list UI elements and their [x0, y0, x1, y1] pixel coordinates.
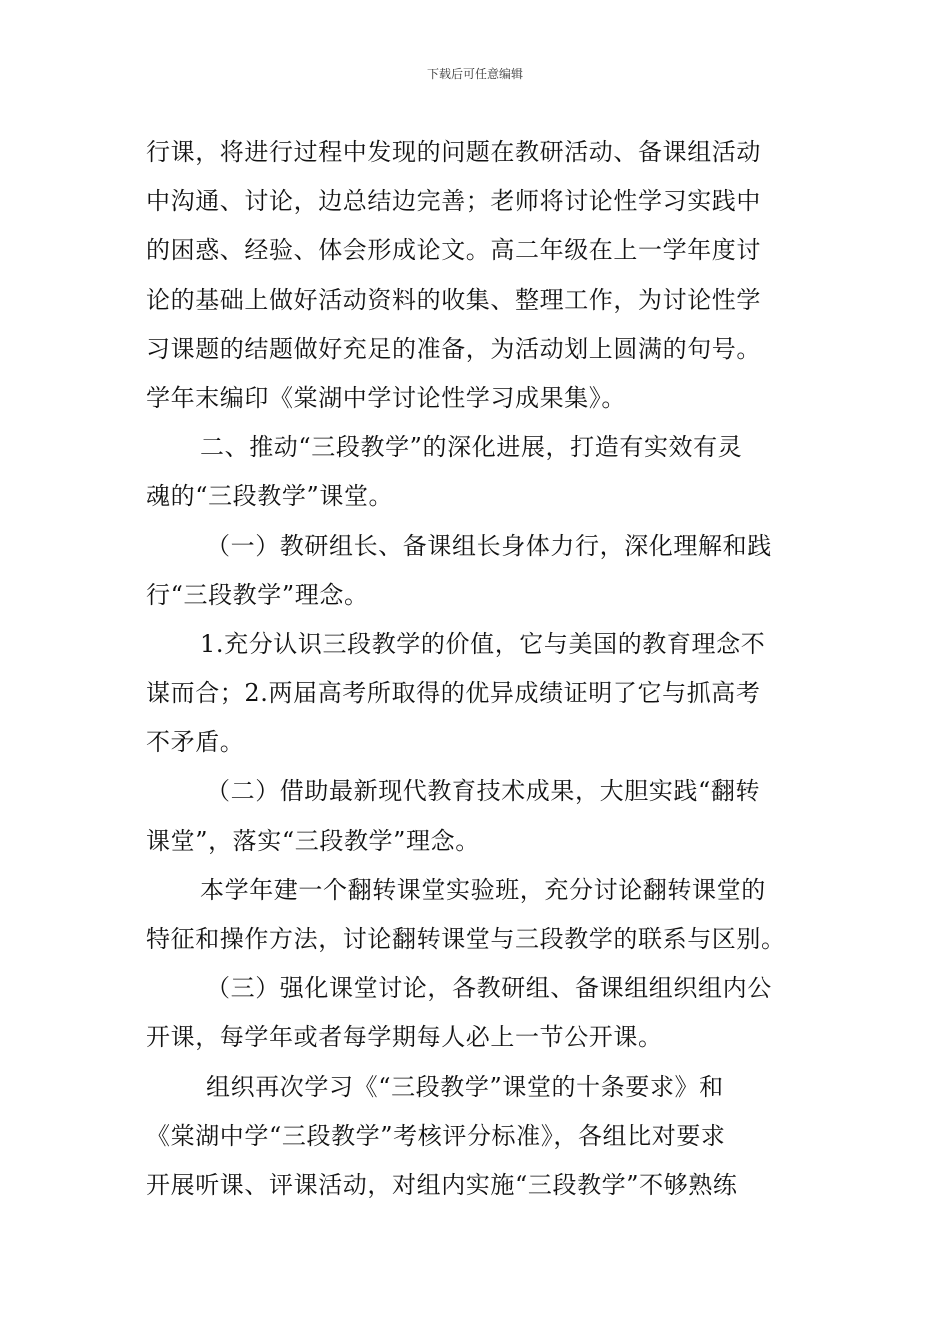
text-line: 本学年建一个翻转课堂实验班，充分讨论翻转课堂的 [200, 875, 766, 904]
text-line: 中沟通、讨论，边总结边完善；老师将讨论性学习实践中 [146, 187, 761, 216]
text-line: 习课题的结题做好充足的准备，为活动划上圆满的句号。 [146, 334, 761, 363]
text-line: 组织再次学习《“三段教学”课堂的十条要求》和 [206, 1072, 724, 1101]
text-line: 课堂”，落实“三段教学”理念。 [146, 826, 480, 855]
subsection-heading: （二）借助最新现代教育技术成果，大胆实践“翻转 [206, 777, 761, 806]
text-line: 谋而合；2.两届高考所取得的优异成绩证明了它与抓高考 [146, 679, 761, 708]
text-line: 不矛盾。 [146, 728, 245, 757]
text-line: 开课，每学年或者每学期每人必上一节公开课。 [146, 1023, 663, 1052]
text-line: 《棠湖中学“三段教学”考核评分标准》，各组比对要求 [146, 1121, 726, 1150]
text-line: 开展听课、评课活动，对组内实施“三段教学”不够熟练 [146, 1170, 738, 1199]
section-heading: 二、推动“三段教学”的深化进展，打造有实效有灵 [200, 433, 743, 462]
text-line: 特征和操作方法，讨论翻转课堂与三段教学的联系与区别。 [146, 925, 786, 953]
text-line: 魂的“三段教学”课堂。 [146, 482, 394, 511]
subsection-heading: （三）强化课堂讨论，各教研组、备课组组织组内公 [206, 974, 772, 1003]
text-line: 行课，将进行过程中发现的问题在教研活动、备课组活动 [146, 138, 761, 166]
subsection-heading: （一）教研组长、备课组长身体力行，深化理解和践 [206, 531, 772, 560]
text-line: 的困惑、经验、体会形成论文。高二年级在上一学年度讨 [146, 236, 761, 265]
text-line: 学年末编印《棠湖中学讨论性学习成果集》。 [146, 383, 626, 412]
text-line: 行“三段教学”理念。 [146, 580, 369, 609]
text-line: 论的基础上做好活动资料的收集、整理工作，为讨论性学 [146, 285, 761, 314]
document-body [146, 128, 811, 1210]
text-line: 1.充分认识三段教学的价值，它与美国的教育理念不 [200, 629, 766, 658]
page-header: 下载后可任意编辑 [426, 67, 523, 81]
